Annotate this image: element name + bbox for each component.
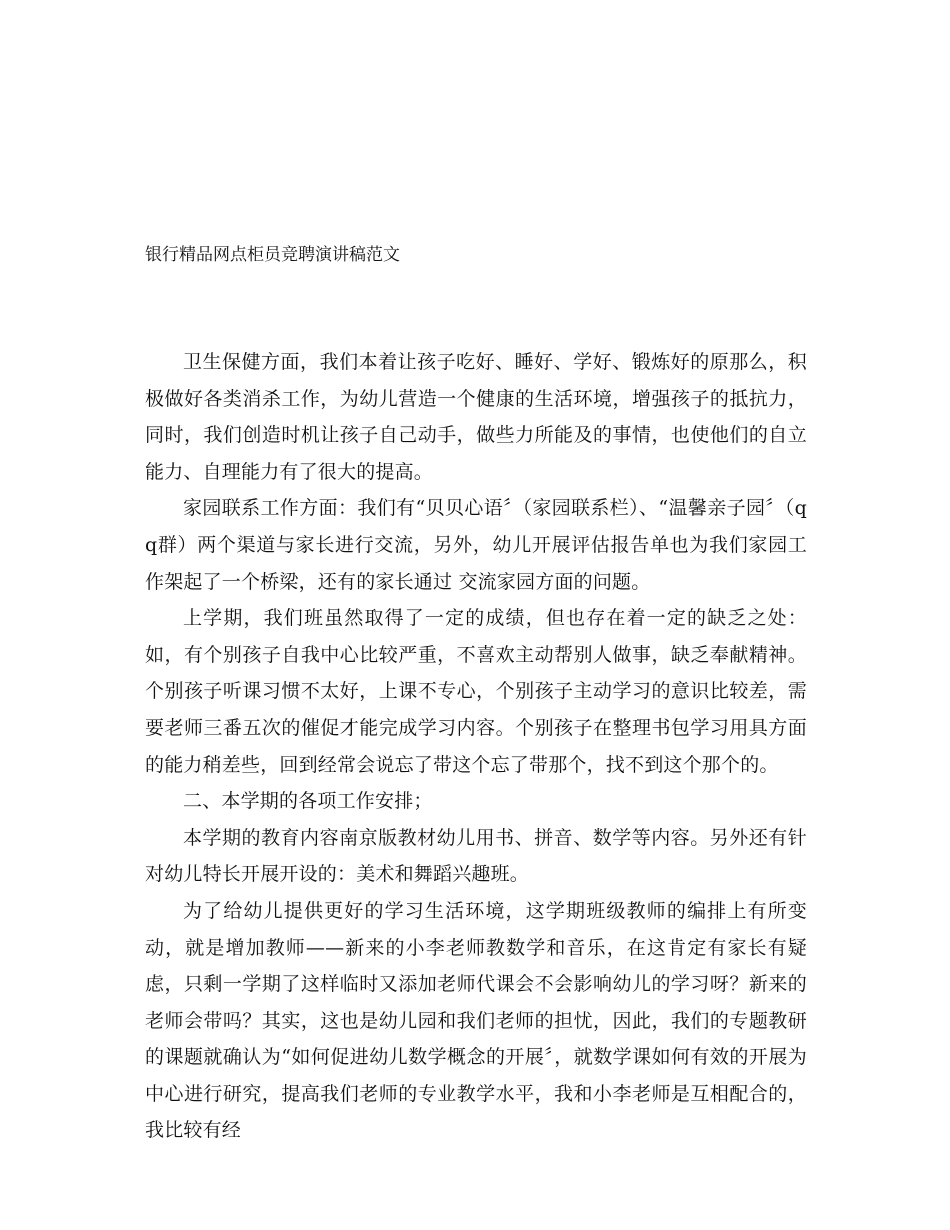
paragraph-hygiene: 卫生保健方面，我们本着让孩子吃好、睡好、学好、锻炼好的原那么，积极做好各类消杀工作，为幼儿营造一个健康的生活环境，增强孩子的抵抗力，同时，我们创造时机让孩子自己动手，做些力所能及的事情，也使他们的自立能力、自理能力有了很大的提高。: [145, 351, 807, 483]
document-title: 银行精品网点柜员竞聘演讲稿范文: [145, 245, 400, 265]
paragraph-home-school-contact: 家园联系工作方面：我们有“贝贝心语〞（家园联系栏）、“温馨亲子园〞（qq群）两个渠道与家长进行交流，另外，幼儿开展评估报告单也为我们家园工作架起了一个桥梁，还有的家长通过 交流家园方面的问题。: [145, 497, 807, 593]
paragraph-teacher-arrangement: 为了给幼儿提供更好的学习生活环境，这学期班级教师的编排上有所变动，就是增加教师——新来的小李老师教数学和音乐，在这肯定有家长有疑虑，只剩一学期了这样临时又添加老师代课会不会影响幼儿的学习呀？新来的老师会带吗？其实，这也是幼儿园和我们老师的担忧，因此，我们的专题教研的课题就确认为“如何促进幼儿数学概念的开展〞，就数学课如何有效的开展为中心进行研究，提高我们老师的专业教学水平，我和小李老师是互相配合的，我比较有经: [145, 899, 807, 1142]
paragraph-shortcomings: 上学期，我们班虽然取得了一定的成绩，但也存在着一定的缺乏之处：如，有个别孩子自我中心比较严重，不喜欢主动帮别人做事，缺乏奉献精神。个别孩子听课习惯不太好，上课不专心，个别孩子主动学习的意识比较差，需要老师三番五次的催促才能完成学习内容。个别孩子在整理书包学习用具方面的能力稍差些，回到经常会说忘了带这个忘了带那个，找不到这个那个的。: [145, 607, 807, 776]
paragraph-section-heading: 二、本学期的各项工作安排；: [183, 790, 433, 813]
paragraph-teaching-content: 本学期的教育内容南京版教材幼儿用书、拼音、数学等内容。另外还有针对幼儿特长开展开设的：美术和舞蹈兴趣班。: [145, 826, 807, 886]
document-body: [145, 344, 807, 1149]
